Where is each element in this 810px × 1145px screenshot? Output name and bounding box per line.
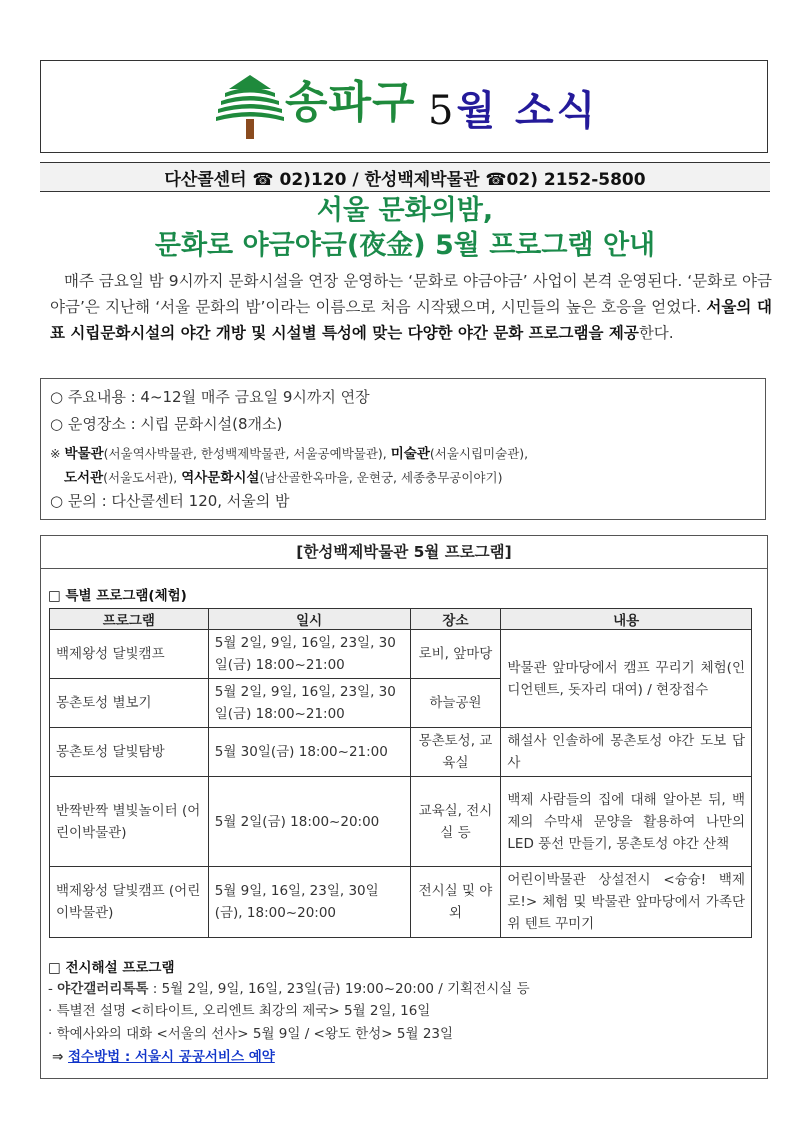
- arrow-icon: ⇒: [52, 1049, 69, 1065]
- heritage-list: (남산골한옥마을, 운현궁, 세종충무공이야기): [259, 470, 503, 485]
- program-date: 5월 2일, 9일, 16일, 23일, 30일(금) 18:00~21:00: [208, 630, 410, 679]
- program-content: 어린이박물관 상설전시 <슝슝! 백제로!> 체험 및 박물관 앞마당에서 가족단위 텐트 꾸미기: [501, 867, 752, 938]
- issue-title: [428, 86, 598, 136]
- program-title: [한성백제박물관 5월 프로그램]: [40, 535, 768, 569]
- exhibit-line-2: · 특별전 설명 <히타이트, 오리엔트 최강의 제국> 5월 2일, 16일: [48, 1003, 431, 1019]
- intro-text-2: 한다.: [638, 324, 674, 342]
- contact-bar: 다산콜센터 ☎ 02)120 / 한성백제박물관 ☎02) 2152-5800: [40, 162, 770, 192]
- col-header-place: 장소: [410, 609, 501, 630]
- apply-method-link[interactable]: 접수방법 : 서울시 공공서비스 예약: [68, 1049, 275, 1065]
- table-row: [50, 867, 752, 938]
- exhibit-line-1: [48, 977, 530, 997]
- special-program-heading: □ 특별 프로그램(체험): [48, 588, 187, 604]
- info-content: ○ 주요내용 : 4~12월 매주 금요일 9시까지 연장: [50, 388, 370, 406]
- table-row: [50, 630, 752, 679]
- intro-text-1: 매주 금요일 밤 9시까지 문화시설을 연장 운영하는 ‘문화로 야금야금’ 사업이 본격 운영된다. ‘문화로 야금야금’은 지난해 ‘서울 문화의 밤’이라는 이름으로 처음 시작됐으며, 시민들의 높은 호응을 얻었다.: [50, 272, 772, 316]
- library-label: 도서관: [64, 470, 104, 486]
- gallery-list: (서울시립미술관),: [429, 446, 529, 461]
- museum-label: 박물관: [64, 446, 104, 462]
- col-header-date: 일시: [208, 609, 410, 630]
- program-name: 반짝반짝 별빛놀이터 (어린이박물관): [50, 777, 209, 867]
- col-header-content: 내용: [501, 609, 752, 630]
- program-place: 전시실 및 야외: [410, 867, 501, 938]
- headline-line-2: 문화로 야금야금(夜金) 5월 프로그램 안내: [154, 230, 656, 261]
- program-place: 하늘공원: [410, 679, 501, 728]
- col-header-program: 프로그램: [50, 609, 209, 630]
- exhibit-line-1-text: : 5월 2일, 9일, 16일, 23일(금) 19:00~20:00 / 기획전시실 등: [148, 981, 530, 997]
- program-name: 백제왕성 달빛캠프 (어린이박물관): [50, 867, 209, 938]
- program-place: 몽촌토성, 교육실: [410, 728, 501, 777]
- program-place: 로비, 앞마당: [410, 630, 501, 679]
- program-content: 박물관 앞마당에서 캠프 꾸리기 체험(인디언텐트, 돗자리 대여) / 현장접수: [501, 630, 752, 728]
- program-name: 백제왕성 달빛캠프: [50, 630, 209, 679]
- exhibit-line-1-prefix: -: [48, 981, 58, 997]
- program-content: 백제 사람들의 집에 대해 알아본 뒤, 백제의 수막새 문양을 활용하여 나만의 LED 풍선 만들기, 몽촌토성 야간 산책: [501, 777, 752, 867]
- songpa-tree-logo-icon: [215, 73, 285, 139]
- apply-line: [52, 1045, 275, 1065]
- issue-suffix: 월 소식: [456, 88, 599, 134]
- headline-line-1: 서울 문화의밤,: [316, 195, 494, 226]
- program-name: 몽촌토성 별보기: [50, 679, 209, 728]
- gallery-label: 미술관: [390, 446, 430, 462]
- info-venue: ○ 운영장소 : 시립 문화시설(8개소): [50, 415, 283, 433]
- museum-list: (서울역사박물관, 한성백제박물관, 서울공예박물관),: [103, 446, 391, 461]
- table-row: [50, 728, 752, 777]
- program-table: [49, 608, 752, 938]
- info-note-line-1: [50, 442, 528, 462]
- info-note-line-2: [64, 466, 502, 486]
- logo-text: 송파구: [285, 77, 416, 128]
- exhibit-line-1-label: 야간갤러리톡톡: [57, 981, 149, 997]
- program-date: 5월 2일(금) 18:00~20:00: [208, 777, 410, 867]
- program-date: 5월 2일, 9일, 16일, 23일, 30일(금) 18:00~21:00: [208, 679, 410, 728]
- issue-month: 5: [428, 88, 457, 134]
- note-prefix: ※: [50, 446, 65, 461]
- library-list: (서울도서관),: [103, 470, 182, 485]
- heritage-label: 역사문화시설: [181, 470, 260, 486]
- table-row: [50, 777, 752, 867]
- exhibit-line-3: · 학예사와의 대화 <서울의 선사> 5월 9일 / <왕도 한성> 5월 23일: [48, 1026, 454, 1042]
- program-content: 해설사 인솔하에 몽촌토성 야간 도보 답사: [501, 728, 752, 777]
- program-place: 교육실, 전시실 등: [410, 777, 501, 867]
- program-date: 5월 9일, 16일, 23일, 30일(금), 18:00~20:00: [208, 867, 410, 938]
- intro-bold: 서울의 대표 시립문화시설의 야간 개방 및 시설별 특성에 맞는 다양한 야간 문화 프로그램을 제공: [50, 298, 772, 342]
- exhibit-program-heading: □ 전시해설 프로그램: [48, 960, 175, 976]
- table-header-row: [50, 609, 752, 630]
- intro-paragraph: [50, 268, 772, 346]
- program-name: 몽촌토성 달빛탐방: [50, 728, 209, 777]
- info-inquiry: ○ 문의 : 다산콜센터 120, 서울의 밤: [50, 492, 290, 510]
- program-date: 5월 30일(금) 18:00~21:00: [208, 728, 410, 777]
